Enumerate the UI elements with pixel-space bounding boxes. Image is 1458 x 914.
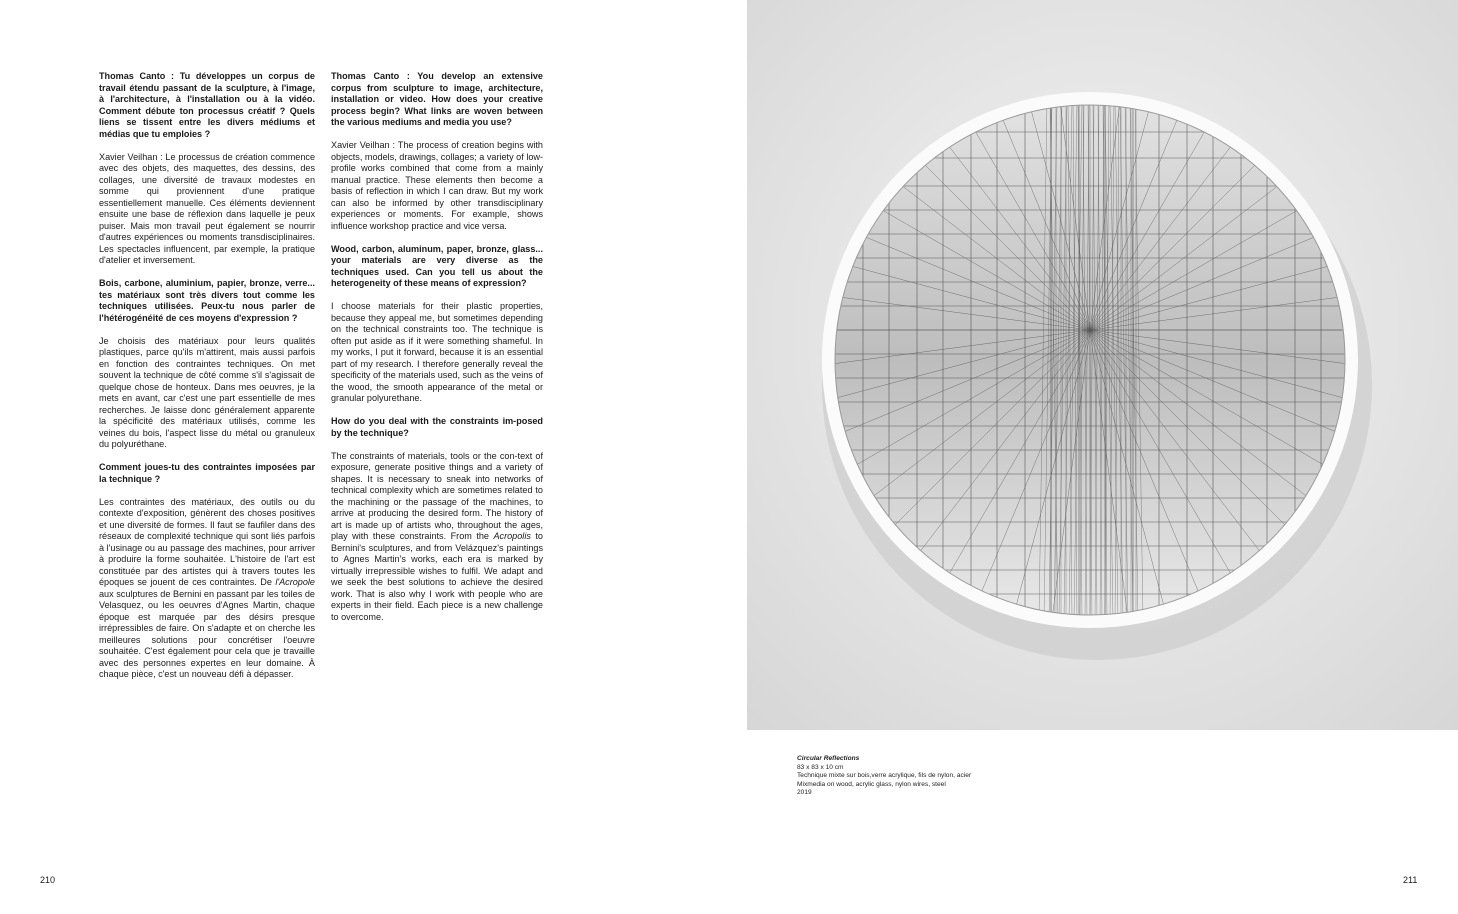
page-number-right: 211 [1403,875,1418,885]
question-paragraph [331,244,543,290]
question-paragraph [99,278,315,324]
english-interview-column [331,71,543,635]
paragraph-text: Comment joues-tu des contraintes imposées par la technique ? [99,462,315,484]
paragraph-text: Xavier Veilhan : Le processus de création commence avec des objets, des maquettes, des dessins, des collages, une diversité de travaux modestes en somme qui proviennent d'une pratique essentiellement manuelle. Ces éléments deviennent ensuite une base de réflexion dans laquelle je peux puiser. Mais mon travail peut également se nourrir d'autres expériences ou moments transdisciplinaires. Les spectacles influencent, par exemple, la pratique d'atelier et inversement. [99,151,315,265]
italic-title: Acropolis [493,531,531,541]
caption-technique-en: Mixmedia on wood, acrylic glass, nylon wires, steel [797,780,946,788]
page-number-left: 210 [40,875,56,885]
answer-paragraph [331,301,543,405]
caption-dimensions: 83 x 83 x 10 cm [797,763,844,771]
paragraph-text: to Bernini's sculptures, and from Velázquez's paintings to Agnes Martin's works, each era is marked by virtually irrepressible wishes to fulfil. We adapt and we seek the best solutions to achieve the desired work. That is also why I work with people who are experts in their field. Each piece is a new challenge to overcome. [331,531,543,622]
answer-paragraph [99,497,315,681]
artwork-caption [797,755,971,798]
answer-paragraph [99,336,315,451]
italic-title: l'Acropole [275,577,315,587]
paragraph-text: Thomas Canto : Tu développes un corpus de travail étendu passant de la sculpture, à l'image, à l'architecture, à l'installation ou à la vidéo. Comment débute ton processus créatif ? Quels liens se tissent entre les divers médiums et médias que tu emploies ? [99,71,315,139]
answer-paragraph [331,451,543,624]
paragraph-text: Je choisis des matériaux pour leurs qualités plastiques, parce qu'ils m'attirent, mais aussi parfois en fonction des contraintes techniques. On met souvent la technique de côté comme s'il s'agissait de quelque chose de honteux. Dans mes oeuvres, je la mets en avant, car c'est une part essentielle de mes recherches. Je laisse donc généralement apparente la spécificité des matériaux utilisés, comme les veines du bois, l'aspect lisse du métal ou granuleux du polyuréthane. [99,335,315,449]
caption-technique-fr: Technique mixte sur bois,verre acrylique, fils de nylon, acier [797,772,972,780]
question-paragraph [99,71,315,140]
question-paragraph [331,71,543,129]
paragraph-text: Xavier Veilhan : The process of creation begins with objects, models, drawings, collages; a variety of low-profile works combined that come from a mainly manual practice. These elements then become a basis of reflection in which I can draw. But my work can also be informed by other transdisciplinary experiences or moments. For example, shows influence workshop practice and vice versa. [331,140,543,231]
paragraph-text: I choose materials for their plastic properties, because they appeal me, but sometimes depending on the technical constraints too. The technique is often put aside as if it were something shameful. In my works, I put it forward, because it is an essential part of my research. I therefore generally reveal the specificity of the materials used, such as the veins of the wood, the smooth appearance of the metal or granular polyurethane. [331,301,543,403]
question-paragraph [331,416,543,439]
question-paragraph [99,462,315,485]
artwork-photo-circular-reflections [747,0,1458,730]
answer-paragraph [99,152,315,267]
french-interview-column [99,71,315,692]
paragraph-text: Thomas Canto : You develop an extensive corpus from sculpture to image, architecture, installation or video. How does your creative process begin? What links are woven between the various mediums and media you use? [331,71,543,127]
answer-paragraph [331,140,543,232]
paragraph-text: How do you deal with the constraints im-posed by the technique? [331,416,543,438]
paragraph-text: Les contraintes des matériaux, des outils ou du contexte d'exposition, génèrent des choses positives et une diversité de formes. Il faut se faufiler dans des réseaux de complexité technique qui sont liés parfois à l'usinage ou au passage des machines, pour arriver à produire la forme souhaitée. L'histoire de l'art est constituée par des artistes qui à travers toutes les époques se jouent de ces contraintes. De [99,496,315,587]
paragraph-text: aux sculptures de Bernini en passant par les toiles de Velasquez, ou les oeuvres d'Agnes Martin, chaque époque est marquée par des désirs presque irrépressibles de faire. On s'adapte et on cherche les meilleures solutions pour concrétiser l'oeuvre souhaitée. C'est également pour cela que je travaille avec des personnes expertes en leur domaine. À chaque pièce, c'est un nouveau défi à dépasser. [99,588,315,679]
paragraph-text: Bois, carbone, aluminium, papier, bronze, verre... tes matériaux sont très divers tout comme les techniques utilisées. Peux-tu nous parler de l'hétérogénéité de ces moyens d'expression ? [99,278,315,323]
caption-title: Circular Reflections [797,755,860,762]
paragraph-text: Wood, carbon, aluminum, paper, bronze, glass... your materials are very diverse as the techniques used. Can you tell us about the heterogeneity of these means of expression? [331,243,543,288]
caption-year: 2019 [797,789,812,797]
paragraph-text: The constraints of materials, tools or the con-text of exposure, generate positive things and a variety of shapes. It is necessary to sneak into networks of technical complexity which are sometimes related to the machining or the passage of the machines, to arrive at producing the desired form. The history of art is made up of artists who, throughout the ages, play with these constraints. From the [331,450,543,541]
